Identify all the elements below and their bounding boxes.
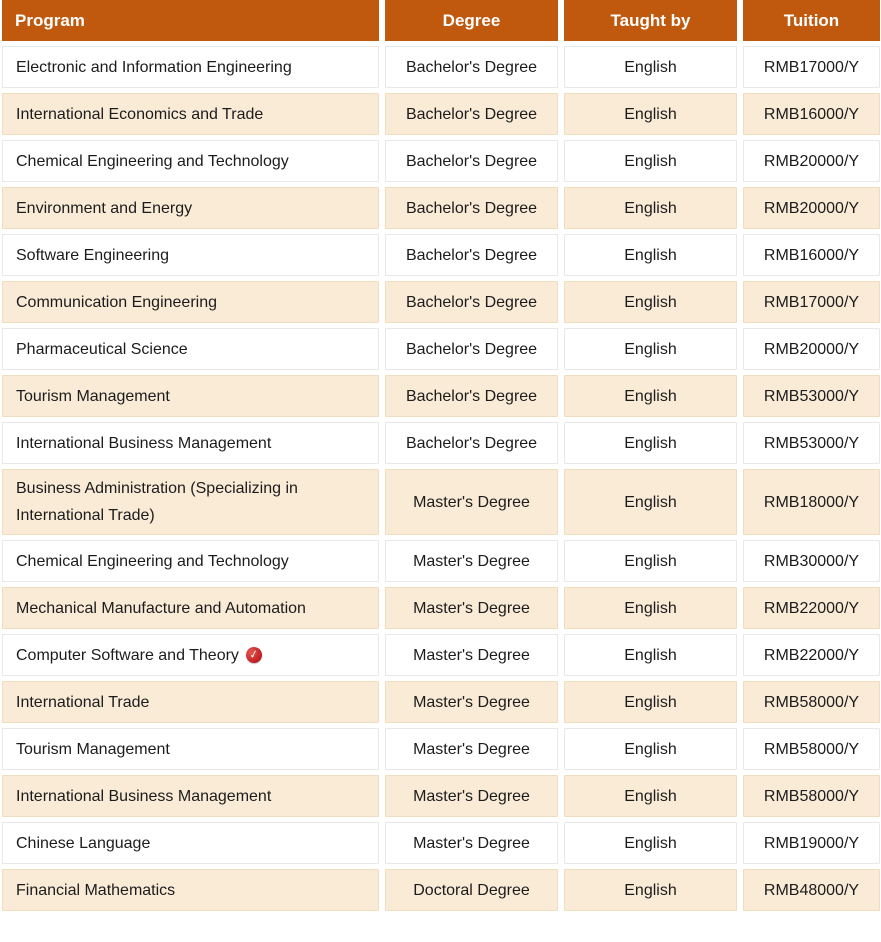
taught-by-cell: English bbox=[564, 634, 737, 676]
tuition-cell: RMB53000/Y bbox=[743, 375, 880, 417]
program-cell bbox=[2, 869, 379, 911]
program-name: Pharmaceutical Science bbox=[16, 340, 188, 358]
taught-by-cell: English bbox=[564, 869, 737, 911]
program-name: International Trade bbox=[16, 693, 150, 711]
degree-cell: Master's Degree bbox=[385, 587, 558, 629]
taught-by-cell: English bbox=[564, 328, 737, 370]
tuition-cell: RMB53000/Y bbox=[743, 422, 880, 464]
taught-by-cell: English bbox=[564, 375, 737, 417]
degree-cell: Bachelor's Degree bbox=[385, 422, 558, 464]
degree-cell: Bachelor's Degree bbox=[385, 328, 558, 370]
taught-by-cell: English bbox=[564, 540, 737, 582]
degree-cell: Master's Degree bbox=[385, 728, 558, 770]
tuition-cell: RMB19000/Y bbox=[743, 822, 880, 864]
tuition-cell: RMB58000/Y bbox=[743, 728, 880, 770]
program-name: Chemical Engineering and Technology bbox=[16, 152, 289, 170]
tuition-cell: RMB17000/Y bbox=[743, 46, 880, 88]
program-cell bbox=[2, 775, 379, 817]
program-name: Communication Engineering bbox=[16, 293, 217, 311]
taught-by-cell: English bbox=[564, 422, 737, 464]
header-program: Program bbox=[2, 0, 379, 41]
degree-cell: Master's Degree bbox=[385, 775, 558, 817]
program-name: Chinese Language bbox=[16, 834, 151, 852]
program-name: Chemical Engineering and Technology bbox=[16, 552, 289, 570]
tuition-cell: RMB16000/Y bbox=[743, 234, 880, 276]
degree-cell: Master's Degree bbox=[385, 540, 558, 582]
program-cell bbox=[2, 187, 379, 229]
tuition-cell: RMB20000/Y bbox=[743, 187, 880, 229]
program-name: Software Engineering bbox=[16, 246, 169, 264]
header-degree: Degree bbox=[385, 0, 558, 41]
program-cell bbox=[2, 234, 379, 276]
program-name: Business Administration (Specializing in International Trade) bbox=[16, 480, 298, 524]
tuition-cell: RMB17000/Y bbox=[743, 281, 880, 323]
taught-by-cell: English bbox=[564, 46, 737, 88]
taught-by-cell: English bbox=[564, 93, 737, 135]
tuition-cell: RMB58000/Y bbox=[743, 681, 880, 723]
taught-by-cell: English bbox=[564, 140, 737, 182]
degree-cell: Bachelor's Degree bbox=[385, 281, 558, 323]
degree-cell: Doctoral Degree bbox=[385, 869, 558, 911]
program-cell bbox=[2, 93, 379, 135]
taught-by-cell: English bbox=[564, 775, 737, 817]
program-cell bbox=[2, 540, 379, 582]
degree-cell: Master's Degree bbox=[385, 469, 558, 535]
tuition-cell: RMB30000/Y bbox=[743, 540, 880, 582]
degree-cell: Bachelor's Degree bbox=[385, 234, 558, 276]
degree-cell: Bachelor's Degree bbox=[385, 187, 558, 229]
degree-cell: Master's Degree bbox=[385, 634, 558, 676]
program-name: Tourism Management bbox=[16, 387, 170, 405]
tuition-cell: RMB58000/Y bbox=[743, 775, 880, 817]
program-cell bbox=[2, 728, 379, 770]
program-name: Tourism Management bbox=[16, 740, 170, 758]
program-cell bbox=[2, 469, 379, 535]
program-cell bbox=[2, 634, 379, 676]
program-name: Mechanical Manufacture and Automation bbox=[16, 599, 306, 617]
program-name: International Economics and Trade bbox=[16, 105, 264, 123]
header-taught-by: Taught by bbox=[564, 0, 737, 41]
tuition-cell: RMB16000/Y bbox=[743, 93, 880, 135]
taught-by-cell: English bbox=[564, 187, 737, 229]
taught-by-cell: English bbox=[564, 281, 737, 323]
degree-cell: Bachelor's Degree bbox=[385, 93, 558, 135]
tuition-cell: RMB20000/Y bbox=[743, 140, 880, 182]
program-cell bbox=[2, 422, 379, 464]
tuition-cell: RMB48000/Y bbox=[743, 869, 880, 911]
program-name: Computer Software and Theory bbox=[16, 646, 239, 664]
program-cell bbox=[2, 681, 379, 723]
program-name: Financial Mathematics bbox=[16, 881, 176, 899]
taught-by-cell: English bbox=[564, 469, 737, 535]
taught-by-cell: English bbox=[564, 681, 737, 723]
taught-by-cell: English bbox=[564, 587, 737, 629]
tuition-cell: RMB22000/Y bbox=[743, 587, 880, 629]
degree-cell: Bachelor's Degree bbox=[385, 46, 558, 88]
program-cell bbox=[2, 140, 379, 182]
program-name: Environment and Energy bbox=[16, 199, 193, 217]
program-name: Electronic and Information Engineering bbox=[16, 58, 292, 76]
taught-by-cell: English bbox=[564, 822, 737, 864]
verified-check-icon: ✓ bbox=[244, 646, 263, 665]
degree-cell: Master's Degree bbox=[385, 822, 558, 864]
program-cell bbox=[2, 375, 379, 417]
degree-cell: Bachelor's Degree bbox=[385, 140, 558, 182]
program-cell bbox=[2, 587, 379, 629]
tuition-cell: RMB20000/Y bbox=[743, 328, 880, 370]
program-name: International Business Management bbox=[16, 787, 272, 805]
tuition-cell: RMB22000/Y bbox=[743, 634, 880, 676]
program-name: International Business Management bbox=[16, 434, 272, 452]
header-tuition: Tuition bbox=[743, 0, 880, 41]
tuition-cell: RMB18000/Y bbox=[743, 469, 880, 535]
program-cell bbox=[2, 281, 379, 323]
taught-by-cell: English bbox=[564, 728, 737, 770]
program-cell bbox=[2, 328, 379, 370]
taught-by-cell: English bbox=[564, 234, 737, 276]
degree-cell: Master's Degree bbox=[385, 681, 558, 723]
program-cell bbox=[2, 46, 379, 88]
program-cell bbox=[2, 822, 379, 864]
degree-cell: Bachelor's Degree bbox=[385, 375, 558, 417]
